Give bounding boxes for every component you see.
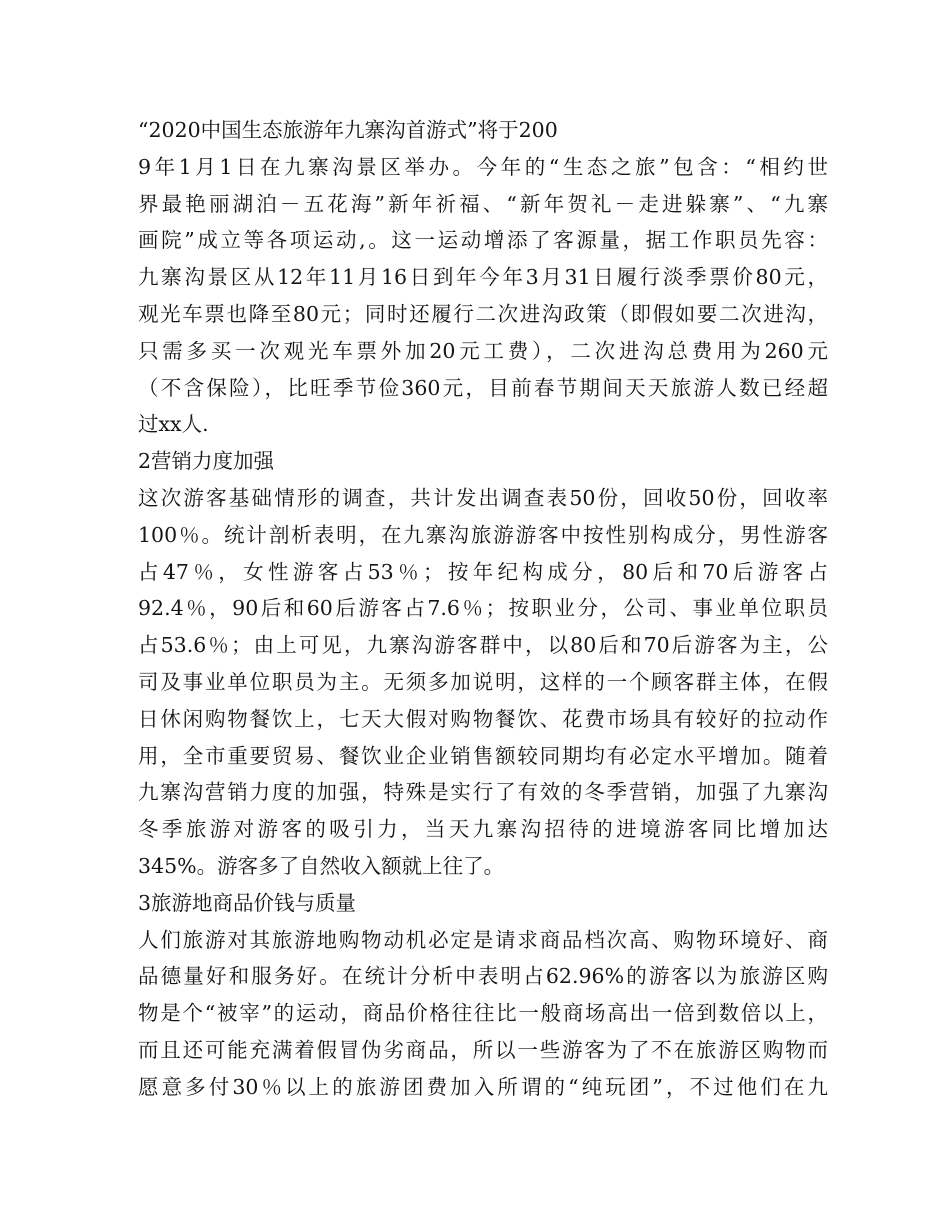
text-line-5: 九寨沟景区从12年11月16日到年今年3月31日履行淡季票价80元， xyxy=(138,265,828,290)
section-heading-2: 2营销力度加强 xyxy=(138,449,275,474)
text-line-15: 占53.6％；由上可见，九寨沟游客群中，以80后和70后游客为主，公 xyxy=(138,633,828,658)
text-line-27: 愿意多付30％以上的旅游团费加入所谓的“纯玩团”，不过他们在九 xyxy=(138,1074,828,1099)
text-line-17: 日休闲购物餐饮上，七天大假对购物餐饮、花费市场具有较好的拉动作 xyxy=(138,706,828,731)
text-line-12: 100％。统计剖析表明，在九寨沟旅游游客中按性别构成分，男性游客 xyxy=(138,522,828,547)
text-line-1: “2020中国生态旅游年九寨沟首游式”将于200 xyxy=(138,118,558,142)
text-line-19: 九寨沟营销力度的加强，特殊是实行了有效的冬季营销，加强了九寨沟 xyxy=(138,780,828,805)
text-line-8: （不含保险），比旺季节俭360元，目前春节期间天天旅游人数已经超 xyxy=(138,375,828,400)
text-line-6: 观光车票也降至80元；同时还履行二次进沟政策（即假如要二次进沟， xyxy=(138,301,828,326)
text-line-21: 345%。游客多了自然收入额就上往了。 xyxy=(138,853,505,878)
section-heading-3: 3旅游地商品价钱与质量 xyxy=(138,890,357,915)
text-line-2: 9年1月1日在九寨沟景区举办。今年的“生态之旅”包含：“相约世 xyxy=(138,154,828,179)
text-line-26: 而且还可能充满着假冒伪劣商品，所以一些游客为了不在旅游区购物而 xyxy=(138,1037,828,1062)
text-line-25: 物是个“被宰”的运动，商品价格往往比一般商场高出一倍到数倍以上， xyxy=(138,1001,828,1026)
text-line-18: 用，全市重要贸易、餐饮业企业销售额较同期均有必定水平增加。随着 xyxy=(138,743,828,768)
text-line-11: 这次游客基础情形的调查，共计发出调查表50份，回收50份，回收率 xyxy=(138,485,828,510)
text-line-14: 92.4％，90后和60后游客占7.6％；按职业分，公司、事业单位职员 xyxy=(138,596,828,621)
text-line-16: 司及事业单位职员为主。无须多加说明，这样的一个顾客群主体，在假 xyxy=(138,669,828,694)
text-line-24: 品德量好和服务好。在统计分析中表明占62.96%的游客以为旅游区购 xyxy=(138,964,828,989)
text-line-3: 界最艳丽湖泊－五花海”新年祈福、“新年贺礼－走进躲寨”、“九寨 xyxy=(138,191,828,216)
text-line-4: 画院”成立等各项运动,。这一运动增添了客源量，据工作职员先容： xyxy=(138,228,828,253)
body-text xyxy=(138,112,828,1106)
text-line-13: 占47％，女性游客占53％；按年纪构成分，80后和70后游客占 xyxy=(138,559,828,584)
text-line-20: 冬季旅游对游客的吸引力，当天九寨沟招待的进境游客同比增加达 xyxy=(138,817,828,842)
text-line-7: 只需多买一次观光车票外加20元工费），二次进沟总费用为260元 xyxy=(138,338,828,363)
text-line-9: 过xx人. xyxy=(138,412,209,437)
text-line-23: 人们旅游对其旅游地购物动机必定是请求商品档次高、购物环境好、商 xyxy=(138,927,828,952)
